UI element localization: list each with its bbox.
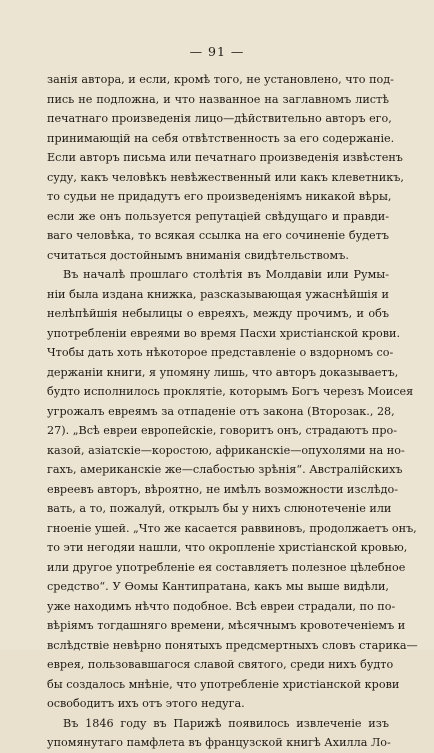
text-line: гахъ, американскіе же—слабостью зрѣнія“. Австралійскихъ xyxy=(47,463,403,476)
text-line: если же онъ пользуется репутаціей свѣдущаго и правди- xyxy=(47,209,389,223)
text-line: считаться достойнымъ вниманія свидѣтельствомъ. xyxy=(47,248,349,262)
text-line: принимающій на себя отвѣтственность за его содержаніе. xyxy=(47,131,395,145)
text-line: ніи была издана книжка, разсказывающая ужаснѣйшія и xyxy=(47,287,389,301)
text-line: Въ началѣ прошлаго столѣтія въ Молдавіи или Румы- xyxy=(63,268,389,281)
text-line: гноеніе ушей. „Что же касается раввиновъ, продолжаетъ онъ, xyxy=(47,521,417,535)
text-line: Въ 1846 году въ Парижѣ появилось извлеченіе изъ xyxy=(63,716,389,730)
text-line: употребленіи евреями во время Пасхи христіанской крови. xyxy=(47,326,401,340)
text-line: ваго человѣка, то всякая ссылка на его сочиненіе будетъ xyxy=(47,229,389,242)
text-line: будто исполнилось проклятіе, которымъ Богъ черезъ Моисея xyxy=(47,385,414,398)
text-line: освободитъ ихъ отъ этого недуга. xyxy=(47,697,245,710)
text-line: держаніи книги, я упомяну лишь, что авторъ доказываетъ, xyxy=(47,365,399,379)
text-line: пись не подложна, и что названное на заглавномъ листѣ xyxy=(47,92,389,106)
text-line: Если авторъ письма или печатнаго произведенія извѣстенъ xyxy=(47,151,403,164)
text-line: уже находимъ нѣчто подобное. Всѣ евреи страдали, по по- xyxy=(47,599,396,613)
text-line: занія автора, и если, кромѣ того, не установлено, что под- xyxy=(47,73,394,86)
text-line: суду, какъ человѣкъ невѣжественный или какъ клеветникъ, xyxy=(47,170,404,184)
text-line: упомянутаго памфлета въ французской книгѣ Ахилла Ло- xyxy=(47,736,391,749)
text-line: вѣрiямъ тогдашняго времени, мѣсячнымъ кровотеченiемъ и xyxy=(47,619,406,632)
text-line: вать, а то, пожалуй, открылъ бы у нихъ слюнотеченіе или xyxy=(47,502,392,515)
text-line: нелѣпѣйшія небылицы о евреяхъ, между прочимъ, и объ xyxy=(47,307,389,320)
text-line: 27). „Всѣ евреи европейскіе, говоритъ онъ, страдаютъ про- xyxy=(47,424,398,437)
text-line: или другое употребленіе ея составляетъ полезное цѣлебное xyxy=(47,560,406,574)
text-line: то судьи не придадутъ его произведеніямъ никакой вѣры, xyxy=(47,190,392,203)
text-line: средство“. У Ѳомы Кантипратана, какъ мы выше видѣли, xyxy=(47,580,389,593)
text-line: угрожалъ евреямъ за отпаденіе отъ закона (Второзак., 28, xyxy=(47,404,395,418)
body-text xyxy=(47,70,418,753)
text-line: вслѣдствіе невѣрно понятыхъ предсмертныхъ словъ старика— xyxy=(47,638,418,652)
text-line: казой, азіатскіе—коростою, африканскіе—опухолями на но- xyxy=(47,443,405,457)
text-line: бы создалось мнѣніе, что употребленіе христіанской крови xyxy=(47,677,400,691)
text-line: еврея, пользовавшагося славой святого, среди нихъ будто xyxy=(47,658,394,671)
text-line: евреевъ авторъ, вѣроятно, не имѣлъ возможности изслѣдо- xyxy=(47,482,398,496)
text-line: то эти негодяи нашли, что окропленіе христіанской кровью, xyxy=(47,541,408,554)
text-line: Чтобы дать хоть нѣкоторое представленіе о вздорномъ со- xyxy=(47,346,394,359)
page-number: — 91 — xyxy=(189,44,245,59)
text-line: печатнаго произведенія лицо—дѣйствительно авторъ его, xyxy=(47,112,392,125)
